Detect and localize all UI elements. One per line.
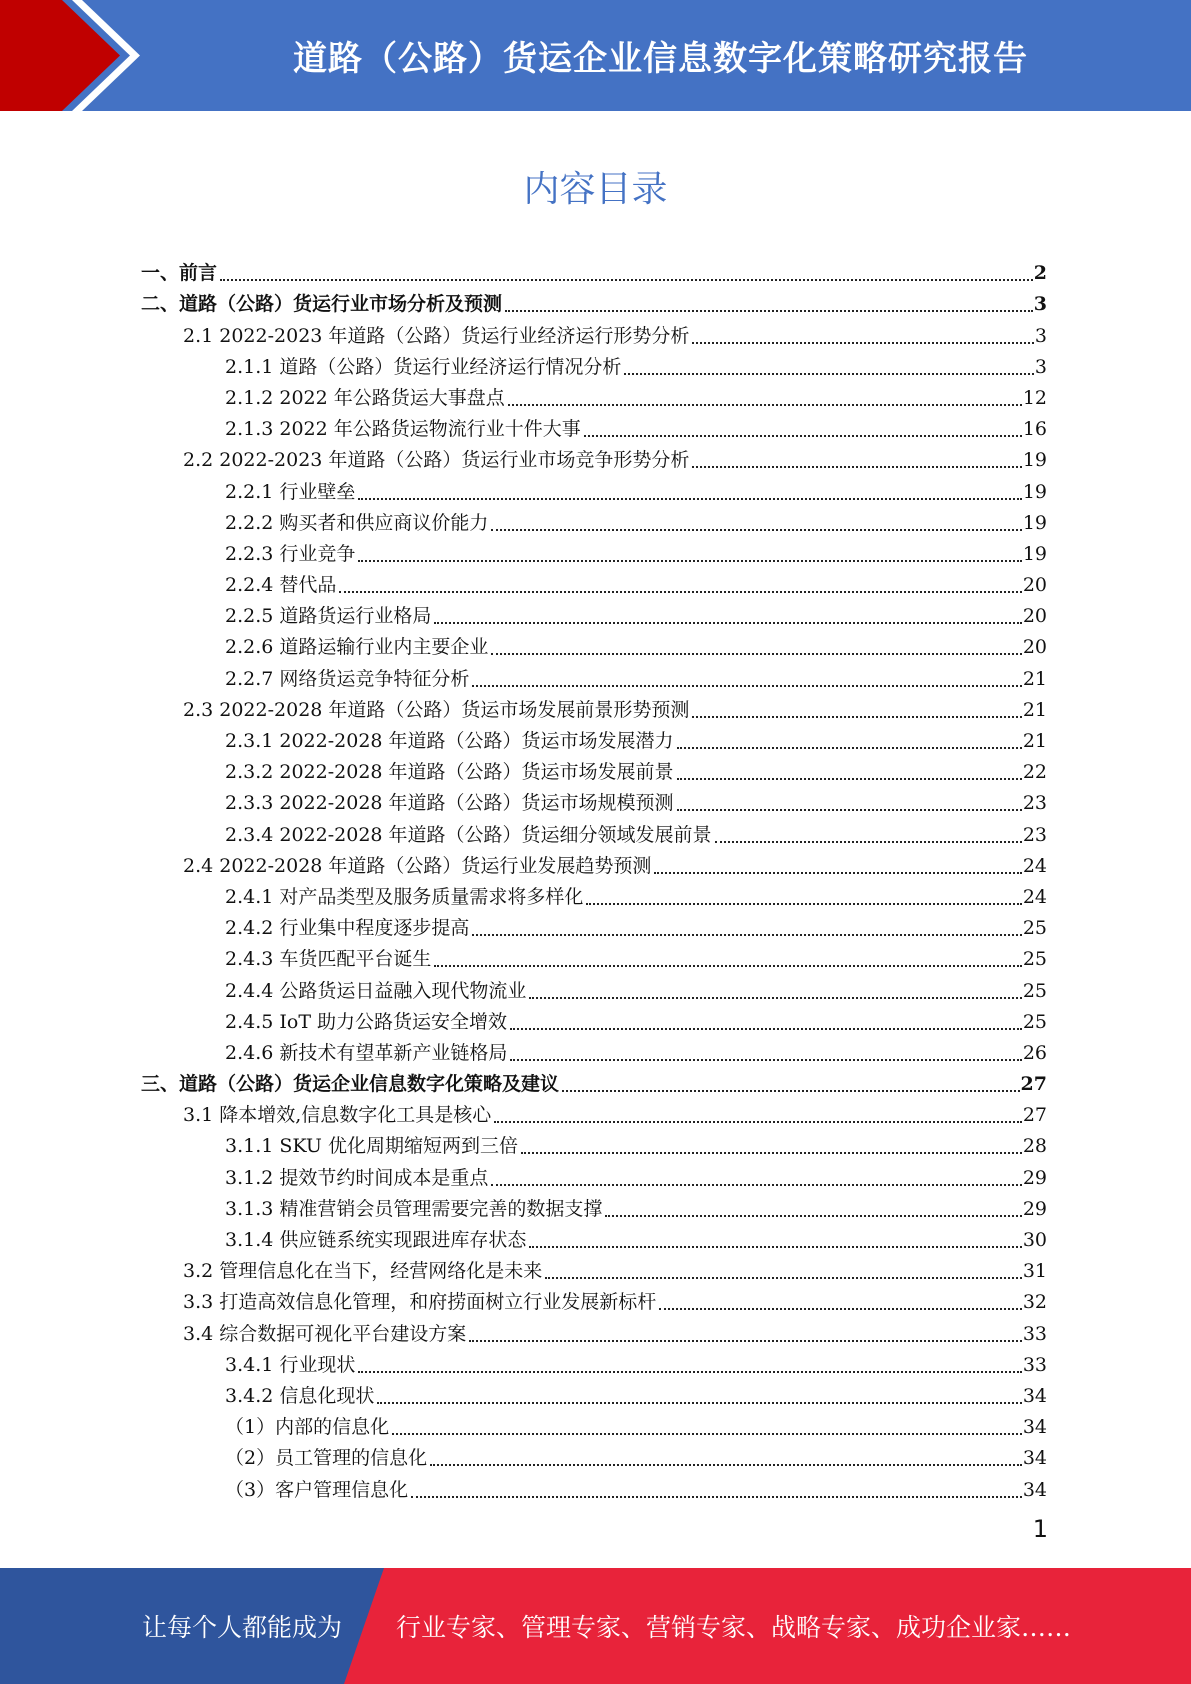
toc-entry-title: 2.2.3 行业竞争 xyxy=(225,542,356,565)
toc-entry-title: 三、道路（公路）货运企业信息数字化策略及建议 xyxy=(141,1073,560,1096)
toc-entry[interactable] xyxy=(141,1377,1047,1408)
toc-dot-leader xyxy=(545,1277,1022,1279)
toc-entry[interactable] xyxy=(141,815,1047,846)
toc-entry-page: 3 xyxy=(1034,355,1047,378)
toc-entry[interactable] xyxy=(141,1408,1047,1439)
toc-dot-leader xyxy=(392,1433,1022,1435)
arrow-chevron-icon xyxy=(0,0,160,111)
toc-entry-page: 2 xyxy=(1033,262,1047,285)
toc-entry-page: 3 xyxy=(1034,324,1047,347)
toc-entry-title: 2.4.3 车货匹配平台诞生 xyxy=(225,948,432,971)
toc-entry[interactable] xyxy=(141,691,1047,722)
toc-entry[interactable] xyxy=(141,379,1047,410)
toc-entry[interactable] xyxy=(141,1439,1047,1470)
toc-entry[interactable] xyxy=(141,1252,1047,1283)
toc-entry-page: 26 xyxy=(1022,1041,1047,1064)
toc-entry[interactable] xyxy=(141,847,1047,878)
toc-entry[interactable] xyxy=(141,348,1047,379)
toc-entry-title: 3.1.2 提效节约时间成本是重点 xyxy=(225,1166,489,1189)
toc-entry[interactable] xyxy=(141,441,1047,472)
toc-entry[interactable] xyxy=(141,878,1047,909)
toc-entry-title: 3.4 综合数据可视化平台建设方案 xyxy=(183,1322,467,1345)
toc-entry-title: 2.2 2022-2023 年道路（公路）货运行业市场竞争形势分析 xyxy=(183,449,690,472)
toc-entry-page: 31 xyxy=(1022,1260,1047,1283)
toc-dot-leader xyxy=(491,529,1021,531)
toc-dot-leader xyxy=(469,1340,1022,1342)
toc-dot-leader xyxy=(505,310,1033,312)
toc-dot-leader xyxy=(677,778,1022,780)
toc-entry-title: 一、前言 xyxy=(141,262,218,285)
toc-dot-leader xyxy=(472,934,1021,936)
toc-dot-leader xyxy=(692,466,1021,468)
toc-entry-title: 2.3 2022-2028 年道路（公路）货运市场发展前景形势预测 xyxy=(183,698,690,721)
toc-entry-title: （2）员工管理的信息化 xyxy=(225,1447,428,1470)
toc-entry-title: 2.2.7 网络货运竞争特征分析 xyxy=(225,667,470,690)
toc-entry-page: 25 xyxy=(1022,1010,1047,1033)
toc-entry-title: 2.2.2 购买者和供应商议价能力 xyxy=(225,511,489,534)
toc-entry-title: （3）客户管理信息化 xyxy=(225,1478,409,1501)
toc-entry[interactable] xyxy=(141,472,1047,503)
footer-slogan-left: 让每个人都能成为 xyxy=(142,1613,343,1642)
toc-dot-leader xyxy=(510,1059,1021,1061)
toc-entry-title: 2.4.5 IoT 助力公路货运安全增效 xyxy=(225,1010,508,1033)
toc-entry[interactable] xyxy=(141,628,1047,659)
toc-entry[interactable] xyxy=(141,1470,1047,1501)
toc-entry-page: 34 xyxy=(1022,1416,1047,1439)
toc-entry[interactable] xyxy=(141,1158,1047,1189)
toc-entry-title: 2.4.6 新技术有望革新产业链格局 xyxy=(225,1041,508,1064)
toc-dot-leader xyxy=(358,560,1021,562)
toc-entry-page: 20 xyxy=(1022,574,1047,597)
toc-entry[interactable] xyxy=(141,1034,1047,1065)
toc-entry-title: 2.2.1 行业壁垒 xyxy=(225,480,356,503)
toc-entry-page: 29 xyxy=(1022,1197,1047,1220)
toc-dot-leader xyxy=(430,1464,1022,1466)
toc-entry-title: 2.3.4 2022-2028 年道路（公路）货运细分领域发展前景 xyxy=(225,823,712,846)
toc-entry[interactable] xyxy=(141,1283,1047,1314)
toc-entry-title: 2.4.2 行业集中程度逐步提高 xyxy=(225,917,470,940)
toc-dot-leader xyxy=(220,279,1033,281)
toc-entry-page: 34 xyxy=(1022,1447,1047,1470)
toc-entry-page: 21 xyxy=(1022,698,1047,721)
toc-entry[interactable] xyxy=(141,1127,1047,1158)
toc-dot-leader xyxy=(605,1215,1021,1217)
toc-entry[interactable] xyxy=(141,254,1047,285)
toc-entry-page: 12 xyxy=(1022,386,1047,409)
toc-entry[interactable] xyxy=(141,1221,1047,1252)
toc-dot-leader xyxy=(677,809,1022,811)
toc-entry[interactable] xyxy=(141,722,1047,753)
toc-entry-page: 27 xyxy=(1022,1104,1047,1127)
toc-entry-title: 2.2.5 道路货运行业格局 xyxy=(225,605,432,628)
toc-entry-page: 21 xyxy=(1022,730,1047,752)
toc-entry-title: 2.4.4 公路货运日益融入现代物流业 xyxy=(225,979,527,1002)
toc-entry-page: 29 xyxy=(1022,1166,1047,1189)
toc-entry[interactable] xyxy=(141,971,1047,1002)
toc-entry[interactable] xyxy=(141,753,1047,784)
toc-entry[interactable] xyxy=(141,1314,1047,1345)
toc-dot-leader xyxy=(659,1308,1022,1310)
toc-entry-page: 20 xyxy=(1022,605,1047,628)
toc-entry-page: 20 xyxy=(1022,636,1047,659)
footer-banner xyxy=(0,1568,1191,1684)
toc-entry-title: 3.2 管理信息化在当下，经营网络化是未来 xyxy=(183,1260,543,1283)
page-number: 1 xyxy=(1032,1515,1048,1543)
toc-dot-leader xyxy=(339,591,1021,593)
table-of-contents xyxy=(141,254,1047,1502)
toc-heading: 内容目录 xyxy=(523,169,668,210)
toc-dot-leader xyxy=(510,1028,1022,1030)
toc-entry-title: 3.3 打造高效信息化管理，和府捞面树立行业发展新标杆 xyxy=(183,1291,657,1314)
toc-entry-page: 22 xyxy=(1022,761,1047,784)
toc-dot-leader xyxy=(377,1402,1021,1404)
toc-entry[interactable] xyxy=(141,285,1047,316)
toc-entry-title: 2.1 2022-2023 年道路（公路）货运行业经济运行形势分析 xyxy=(183,324,690,347)
toc-entry[interactable] xyxy=(141,535,1047,566)
toc-entry[interactable] xyxy=(141,504,1047,535)
toc-entry-page: 23 xyxy=(1022,792,1047,815)
toc-entry[interactable] xyxy=(141,1190,1047,1221)
toc-entry[interactable] xyxy=(141,909,1047,940)
toc-dot-leader xyxy=(358,498,1021,500)
document-title: 道路（公路）货运企业信息数字化策略研究报告 xyxy=(293,39,1028,79)
toc-entry-page: 19 xyxy=(1022,542,1047,565)
toc-dot-leader xyxy=(677,747,1022,749)
toc-dot-leader xyxy=(508,404,1022,406)
toc-entry-title: 二、道路（公路）货运行业市场分析及预测 xyxy=(141,293,503,316)
toc-entry[interactable] xyxy=(141,410,1047,441)
toc-entry-title: 3.4.2 信息化现状 xyxy=(225,1384,375,1407)
toc-entry[interactable] xyxy=(141,1346,1047,1377)
toc-entry-page: 19 xyxy=(1022,511,1047,534)
header-banner xyxy=(0,0,1191,111)
toc-entry-page: 28 xyxy=(1022,1135,1047,1158)
toc-entry[interactable] xyxy=(141,566,1047,597)
toc-dot-leader xyxy=(358,1371,1021,1373)
toc-dot-leader xyxy=(586,903,1021,905)
toc-entry-page: 25 xyxy=(1022,979,1047,1002)
toc-entry-title: （1）内部的信息化 xyxy=(225,1416,390,1439)
toc-dot-leader xyxy=(624,373,1034,375)
toc-entry[interactable] xyxy=(141,940,1047,971)
toc-dot-leader xyxy=(411,1496,1022,1498)
toc-entry-title: 3.1.1 SKU 优化周期缩短两到三倍 xyxy=(225,1135,518,1158)
toc-entry-page: 25 xyxy=(1022,948,1047,971)
toc-entry-title: 2.1.2 2022 年公路货运大事盘点 xyxy=(225,386,505,409)
toc-entry-title: 3.1.3 精准营销会员管理需要完善的数据支撑 xyxy=(225,1197,603,1220)
toc-dot-leader xyxy=(494,1121,1022,1123)
toc-entry[interactable] xyxy=(141,597,1047,628)
toc-entry-page: 24 xyxy=(1022,885,1047,908)
toc-entry-page: 19 xyxy=(1022,480,1047,503)
toc-dot-leader xyxy=(472,685,1021,687)
toc-entry-page: 34 xyxy=(1022,1478,1047,1501)
toc-entry-title: 2.4.1 对产品类型及服务质量需求将多样化 xyxy=(225,885,584,908)
toc-entry-page: 21 xyxy=(1022,667,1047,690)
toc-entry-page: 27 xyxy=(1020,1073,1047,1096)
toc-entry-page: 16 xyxy=(1022,418,1047,441)
toc-entry-title: 2.3.1 2022-2028 年道路（公路）货运市场发展潜力 xyxy=(225,730,674,752)
toc-dot-leader xyxy=(529,997,1021,999)
toc-entry-title: 2.4 2022-2028 年道路（公路）货运行业发展趋势预测 xyxy=(183,854,652,877)
toc-dot-leader xyxy=(692,716,1021,718)
toc-entry-title: 2.2.4 替代品 xyxy=(225,574,337,597)
toc-entry[interactable] xyxy=(141,659,1047,690)
toc-entry-page: 25 xyxy=(1022,917,1047,940)
toc-dot-leader xyxy=(562,1090,1020,1092)
toc-entry-page: 33 xyxy=(1022,1322,1047,1345)
toc-dot-leader xyxy=(521,1152,1022,1154)
toc-entry-page: 19 xyxy=(1022,449,1047,472)
toc-dot-leader xyxy=(491,653,1021,655)
toc-entry[interactable] xyxy=(141,784,1047,815)
toc-entry-title: 3.4.1 行业现状 xyxy=(225,1353,356,1376)
toc-entry[interactable] xyxy=(141,1065,1047,1096)
toc-dot-leader xyxy=(692,342,1033,344)
footer-slogan-right: 行业专家、管理专家、营销专家、战略专家、成功企业家…… xyxy=(396,1613,1072,1642)
toc-entry[interactable] xyxy=(141,1096,1047,1127)
toc-entry-page: 23 xyxy=(1022,823,1047,846)
toc-entry-page: 30 xyxy=(1022,1229,1047,1251)
toc-entry-title: 2.2.6 道路运输行业内主要企业 xyxy=(225,636,489,659)
toc-dot-leader xyxy=(584,435,1022,437)
toc-dot-leader xyxy=(529,1246,1021,1248)
toc-entry-title: 2.3.2 2022-2028 年道路（公路）货运市场发展前景 xyxy=(225,761,674,784)
toc-dot-leader xyxy=(491,1184,1021,1186)
toc-entry-title: 2.3.3 2022-2028 年道路（公路）货运市场规模预测 xyxy=(225,792,674,815)
toc-entry[interactable] xyxy=(141,316,1047,347)
toc-dot-leader xyxy=(654,872,1021,874)
toc-entry-page: 32 xyxy=(1022,1291,1047,1314)
toc-dot-leader xyxy=(434,622,1021,624)
toc-entry-title: 3.1.4 供应链系统实现跟进库存状态 xyxy=(225,1229,527,1251)
toc-entry-title: 2.1.3 2022 年公路货运物流行业十件大事 xyxy=(225,418,581,441)
toc-entry-title: 3.1 降本增效,信息数字化工具是核心 xyxy=(183,1104,492,1127)
toc-dot-leader xyxy=(715,841,1022,843)
toc-entry[interactable] xyxy=(141,1003,1047,1034)
toc-entry-page: 34 xyxy=(1022,1384,1047,1407)
toc-entry-page: 3 xyxy=(1033,293,1047,316)
toc-entry-page: 24 xyxy=(1022,854,1047,877)
toc-entry-page: 33 xyxy=(1022,1353,1047,1376)
toc-dot-leader xyxy=(434,965,1021,967)
toc-entry-title: 2.1.1 道路（公路）货运行业经济运行情况分析 xyxy=(225,355,622,378)
